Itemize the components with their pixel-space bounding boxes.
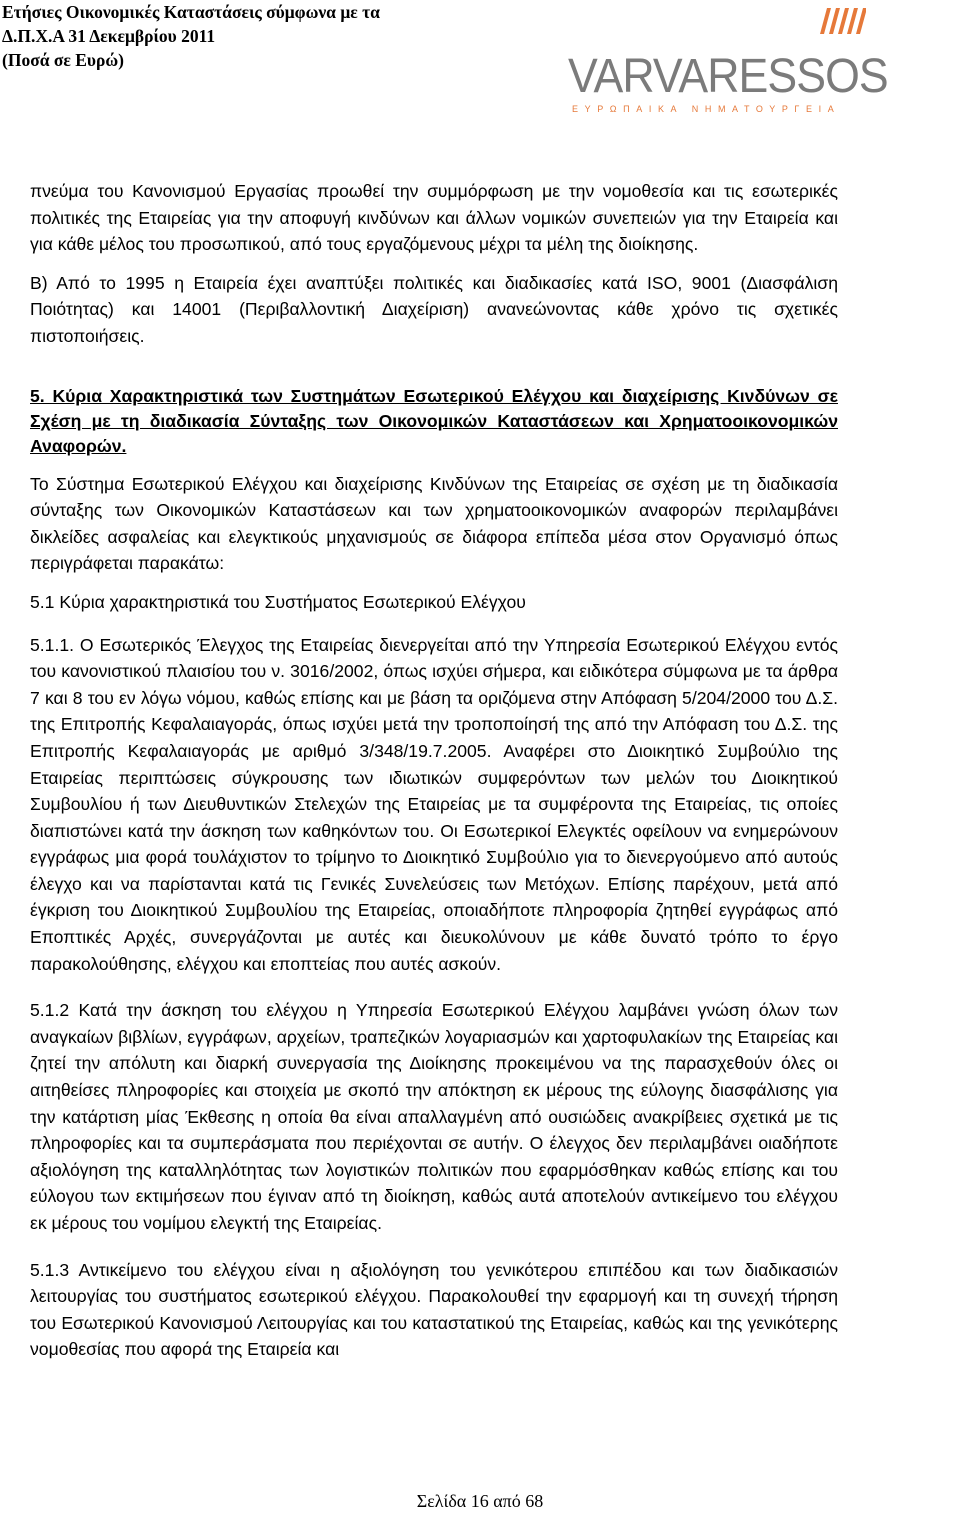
paragraph-intro-continuation: πνεύμα του Κανονισμού Εργασίας προωθεί την συμμόρφωση με την νομοθεσία και τις εσωτερικές πολιτικές της Εταιρείας για την αποφυγή κινδύνων και άλλων νομικών συνεπειών για την Εταιρεία και για κάθε μέλος του προσωπικού, από τους εργαζόμενους μέχρι τα μέλη της διοίκησης. — [30, 181, 838, 255]
header-title-line-1: Ετήσιες Οικονομικές Καταστάσεις σύμφωνα με τα — [2, 2, 380, 22]
logo-stripes-icon — [820, 8, 866, 34]
logo-tagline: ΕΥΡΩΠΑΙΚΑ ΝΗΜΑΤΟΥΡΓΕΙΑ — [572, 104, 841, 114]
header-currency-note: (Ποσά σε Ευρώ) — [2, 50, 124, 70]
paragraph-5-1-2: 5.1.2 Κατά την άσκηση του ελέγχου η Υπηρεσία Εσωτερικού Ελέγχου λαμβάνει γνώση όλων των αναγκαίων βιβλίων, εγγράφων, αρχείων, τραπεζικών λογαριασμών και χαρτοφυλακίων της Εταιρείας και ζητεί την απόλυτη και διαρκή συνεργασία της Διοίκησης προκειμένου να της παρασχεθούν όλες οι αιτηθείσες πληροφορίες και στοιχεία με σκοπό την απόκτηση εκ μέρους της εύλογης διασφάλισης για την κατάρτιση μίας Έκθεσης η οποία θα είναι απαλλαγμένη από ουσιώδεις ανακρίβειες σχετικά με τις πληροφορίες και τα συμπεράσματα που περιέχονται σε αυτήν. Ο έλεγχος δεν περιλαμβάνει οιαδήποτε αξιολόγηση της καταλληλότητας των λογιστικών πολιτικών που εφαρμόσθηκαν καθώς επίσης και του εύλογου των εκτιμήσεων που έγιναν από τη διοίκηση, καθώς αυτά αποτελούν αντικείμενο του ελέγχου εκ μέρους του νομίμου ελεγκτή της Εταιρείας. — [30, 1000, 838, 1233]
document-header — [2, 0, 380, 72]
logo-wordmark: VARVARESSOS — [568, 50, 888, 103]
section-5-heading: 5. Κύρια Χαρακτηριστικά των Συστημάτων Εσωτερικού Ελέγχου και διαχείρισης Κινδύνων σε Σχέση με τη διαδικασία Σύνταξης των Οικονομικών Καταστάσεων και Χρηματοοικονομικών Αναφορών. — [30, 385, 838, 456]
paragraph-5-1-3: 5.1.3 Αντικείμενο του ελέγχου είναι η αξιολόγηση του γενικότερου επιπέδου και των διαδικασιών λειτουργίας του συστήματος εσωτερικού ελέγχου. Παρακολουθεί την εφαρμογή και τη συνεχή τήρηση του Εσωτερικού Κανονισμού Λειτουργίας και του καταστατικού της Εταιρείας, καθώς και της γενικότερης νομοθεσίας που αφορά της Εταιρεία και — [30, 1259, 838, 1360]
document-body — [30, 178, 838, 1363]
page-number: Σελίδα 16 από 68 — [416, 1491, 544, 1511]
header-title-line-2: Δ.Π.Χ.Α 31 Δεκεμβρίου 2011 — [2, 26, 216, 46]
company-logo — [568, 8, 888, 118]
paragraph-5-1-1: 5.1.1. Ο Εσωτερικός Έλεγχος της Εταιρείας διενεργείται από την Υπηρεσία Εσωτερικού Ελέγχου εντός του κανονιστικού πλαισίου του ν. 3016/2002, όπως ισχύει σήμερα, και ειδικότερα σύμφωνα με τα άρθρα 7 και 8 του εν λόγω νόμου, καθώς επίσης και με βάση τα οριζόμενα στην Απόφαση 5/204/2000 του Δ.Σ. της Επιτροπής Κεφαλαιαγοράς, όπως ισχύει μετά την τροποποίησή της από την Απόφαση του Δ.Σ. της Επιτροπής Κεφαλαιαγοράς με αριθμό 3/348/19.7.2005. Αναφέρει στο Διοικητικό Συμβούλιο της Εταιρείας περιπτώσεις σύγκρουσης των ιδιωτικών συμφερόντων των μελών του Διοικητικού Συμβουλίου ή των Διευθυντικών Στελεχών της Εταιρείας με τα συμφέροντα της Εταιρείας, τις οποίες διαπιστώνει κατά την άσκηση των καθηκόντων του. Οι Εσωτερικοί Ελεγκτές οφείλουν να ενημερώνουν εγγράφως μια φορά τουλάχιστον το τρίμηνο το Διοικητικό Συμβούλιο για το διενεργούμενο από αυτούς έλεγχο και να παρίστανται κατά τις Γενικές Συνελεύσεις των Μετόχων. Επίσης παρέχουν, μετά από έγκριση του Διοικητικού Συμβουλίου της Εταιρείας, οποιαδήποτε πληροφορία ζητηθεί εγγράφως από Εποπτικές Αρχές, συνεργάζονται με αυτές και διευκολύνουν με κάθε δυνατό τρόπο το έργο παρακολούθησης, ελέγχου και εποπτείας που αυτές ασκούν. — [30, 634, 838, 974]
paragraph-control-system-overview: Το Σύστημα Εσωτερικού Ελέγχου και διαχείρισης Κινδύνων της Εταιρείας σε σχέση με τη διαδικασία σύνταξης των Οικονομικών Καταστάσεων και των χρηματοοικονομικών αναφορών περιλαμβάνει δικλείδες ασφαλείας και ελεγκτικούς μηχανισμούς σε διάφορα επίπεδα μέσα στον Οργανισμό όπως περιγράφεται παρακάτω: — [30, 473, 838, 574]
subheading-5-1: 5.1 Κύρια χαρακτηριστικά του Συστήματος Εσωτερικού Ελέγχου — [30, 591, 526, 612]
paragraph-iso-certification: Β) Από το 1995 η Εταιρεία έχει αναπτύξει πολιτικές και διαδικασίες κατά ISO, 9001 (Διασφάλιση Ποιότητας) και 14001 (Περιβαλλοντική Διαχείριση) ανανεώνοντας κάθε χρόνο τις σχετικές πιστοποιήσεις. — [30, 272, 838, 346]
